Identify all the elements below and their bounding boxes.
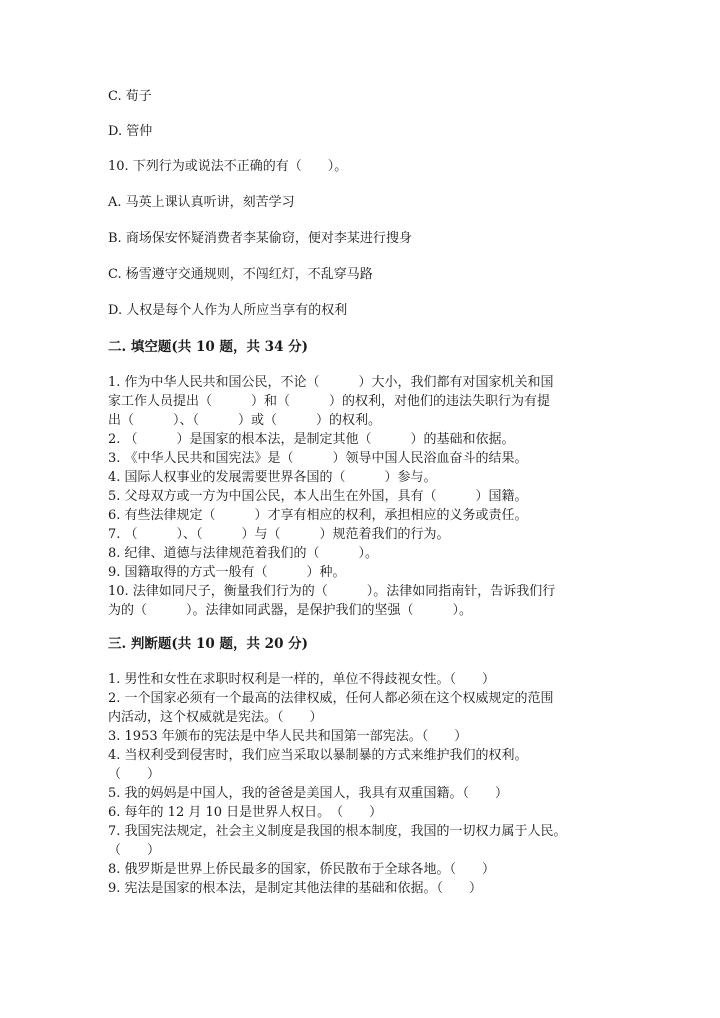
true-false-line: 6. 每年的 12 月 10 日是世界人权日。 （ ） (108, 805, 383, 820)
true-false-line: 内活动，这个权威就是宪法。（ ） (108, 710, 323, 725)
q10-stem: 10. 下列行为或说法不正确的有（ ）。 (108, 159, 348, 174)
section-2-heading: 二. 填空题(共 10 题，共 34 分) (108, 339, 309, 355)
fill-blank-line: 10. 法律如同尺子，衡量我们行为的（ ）。法律如同指南针，告诉我们行 (108, 584, 556, 599)
fill-blank-line: 9. 国籍取得的方式一般有（ ）种。 (108, 565, 346, 580)
true-false-line: 7. 我国宪法规定，社会主义制度是我国的根本制度，我国的一切权力属于人民。 (108, 824, 567, 839)
section-3-heading: 三. 判断题(共 10 题，共 20 分) (108, 636, 309, 652)
true-false-line: 8. 俄罗斯是世界上侨民最多的国家，侨民散布于全球各地。（ ） (108, 862, 496, 877)
true-false-line: 4. 当权利受到侵害时，我们应当采取以暴制暴的方式来维护我们的权利。 (108, 748, 528, 763)
fill-blank-line: 2. （ ）是国家的根本法，是制定其他（ ）的基础和依据。 (108, 432, 515, 447)
true-false-line: 1. 男性和女性在求职时权利是一样的，单位不得歧视女性。（ ） (108, 672, 496, 687)
q10-option-c: C. 杨雪遵守交通规则，不闯红灯，不乱穿马路 (108, 267, 373, 282)
q10-option-b: B. 商场保安怀疑消费者李某偷窃，便对李某进行搜身 (108, 231, 412, 246)
fill-blank-line: 8. 纪律、道德与法律规范着我们的（ ）。 (108, 546, 379, 561)
fill-blank-line: 6. 有些法律规定（ ）才享有相应的权利，承担相应的义务或责任。 (108, 508, 528, 523)
q10-option-d: D. 人权是每个人作为人所应当享有的权利 (108, 303, 348, 318)
q9-option-d: D. 管仲 (108, 124, 153, 139)
fill-blank-line: 4. 国际人权事业的发展需要世界各国的（ ）参与。 (108, 470, 437, 485)
true-false-line: 2. 一个国家必须有一个最高的法律权威，任何人都必须在这个权威规定的范围 (108, 691, 554, 706)
q9-option-c: C. 荀子 (108, 89, 152, 104)
fill-blank-line: 7. （ ）、（ ）与（ ）规范着我们的行为。 (108, 527, 450, 542)
true-false-line: 5. 我的妈妈是中国人，我的爸爸是美国人，我具有双重国籍。（ ） (108, 786, 509, 801)
fill-blank-line: 5. 父母双方或一方为中国公民，本人出生在外国，具有（ ）国籍。 (108, 489, 528, 504)
q10-option-a: A. 马英上课认真听讲，刻苦学习 (108, 195, 295, 210)
true-false-line: （ ） (108, 843, 161, 858)
true-false-line: 9. 宪法是国家的根本法，是制定其他法律的基础和依据。（ ） (108, 881, 483, 896)
true-false-line: 3. 1953 年颁布的宪法是中华人民共和国第一部宪法。（ ） (108, 729, 468, 744)
fill-blank-line: 3. 《中华人民共和国宪法》是（ ）领导中国人民浴血奋斗的结果。 (108, 451, 528, 466)
fill-blank-line: 出（ ）、（ ）或（ ）的权利。 (108, 413, 382, 428)
fill-blank-line: 1. 作为中华人民共和国公民，不论（ ）大小，我们都有对国家机关和国 (108, 375, 554, 390)
fill-blank-line: 家工作人员提出（ ）和（ ）的权利，对他们的违法失职行为有提 (108, 394, 551, 409)
true-false-line: （ ） (108, 767, 161, 782)
fill-blank-line: 为的（ ）。法律如同武器，是保护我们的坚强（ ）。 (108, 603, 473, 618)
